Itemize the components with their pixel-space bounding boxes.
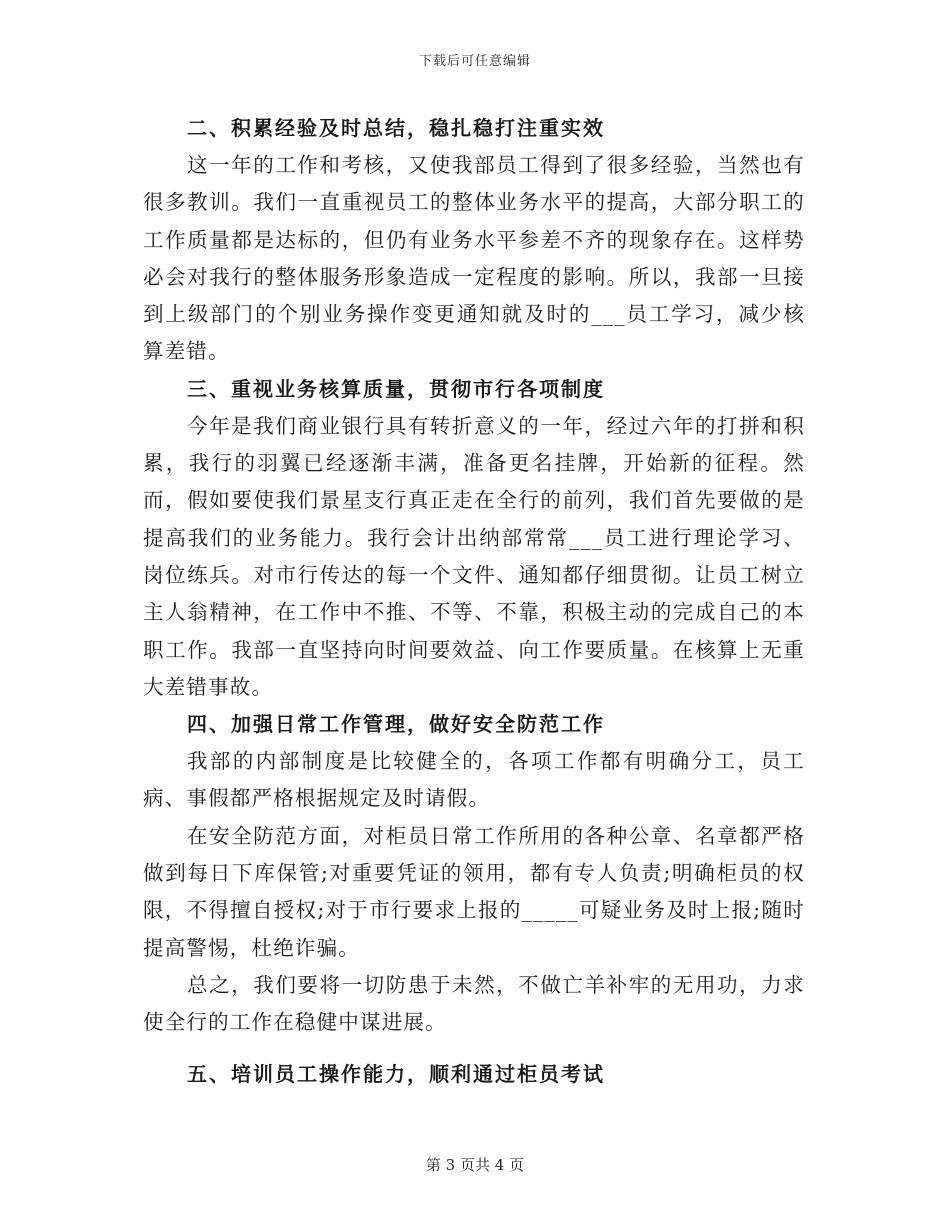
page-number: 第 3 页共 4 页	[425, 1156, 525, 1174]
section-4	[143, 706, 805, 1041]
paragraph: 这一年的工作和考核，又使我部员工得到了很多经验，当然也有很多教训。我们一直重视员工的整体业务水平的提高，大部分职工的工作质量都是达标的，但仍有业务水平参差不齐的现象存在。这样势必会对我行的整体服务形象造成一定程度的影响。所以，我部一旦接到上级部门的个别业务操作变更通知就及时的___员工学习，减少核算差错。	[143, 153, 805, 364]
section-heading: 二、积累经验及时总结，稳扎稳打注重实效	[187, 116, 605, 140]
paragraph: 今年是我们商业银行具有转折意义的一年，经过六年的打拼和积累，我行的羽翼已经逐渐丰满，准备更名挂牌，开始新的征程。然而，假如要使我们景星支行真正走在全行的前列，我们首先要做的是提高我们的业务能力。我行会计出纳部常常___员工进行理论学习、岗位练兵。对市行传达的每一个文件、通知都仔细贯彻。让员工树立主人翁精神，在工作中不推、不等、不靠，积极主动的完成自己的本职工作。我部一直坚持向时间要效益、向工作要质量。在核算上无重大差错事故。	[143, 413, 805, 699]
paragraph: 在安全防范方面，对柜员日常工作所用的各种公章、名章都严格做到每日下库保管;对重要凭证的领用，都有专人负责;明确柜员的权限，不得擅自授权;对于市行要求上报的_____可疑业务及时上报;随时提高警惕，杜绝诈骗。	[143, 823, 805, 960]
section-3	[143, 371, 805, 706]
page-header: 下载后可任意编辑	[418, 54, 531, 69]
section-2	[143, 110, 805, 371]
paragraph: 我部的内部制度是比较健全的，各项工作都有明确分工，员工病、事假都严格根据规定及时请假。	[143, 749, 805, 811]
section-5	[143, 1056, 805, 1093]
section-heading: 五、培训员工操作能力，顺利通过柜员考试	[187, 1061, 605, 1086]
paragraph: 总之，我们要将一切防患于未然，不做亡羊补牢的无用功，力求使全行的工作在稳健中谋进展。	[143, 972, 805, 1035]
section-heading: 四、加强日常工作管理，做好安全防范工作	[187, 712, 605, 737]
document-body	[143, 110, 805, 1093]
section-heading: 三、重视业务核算质量，贯彻市行各项制度	[187, 376, 605, 401]
